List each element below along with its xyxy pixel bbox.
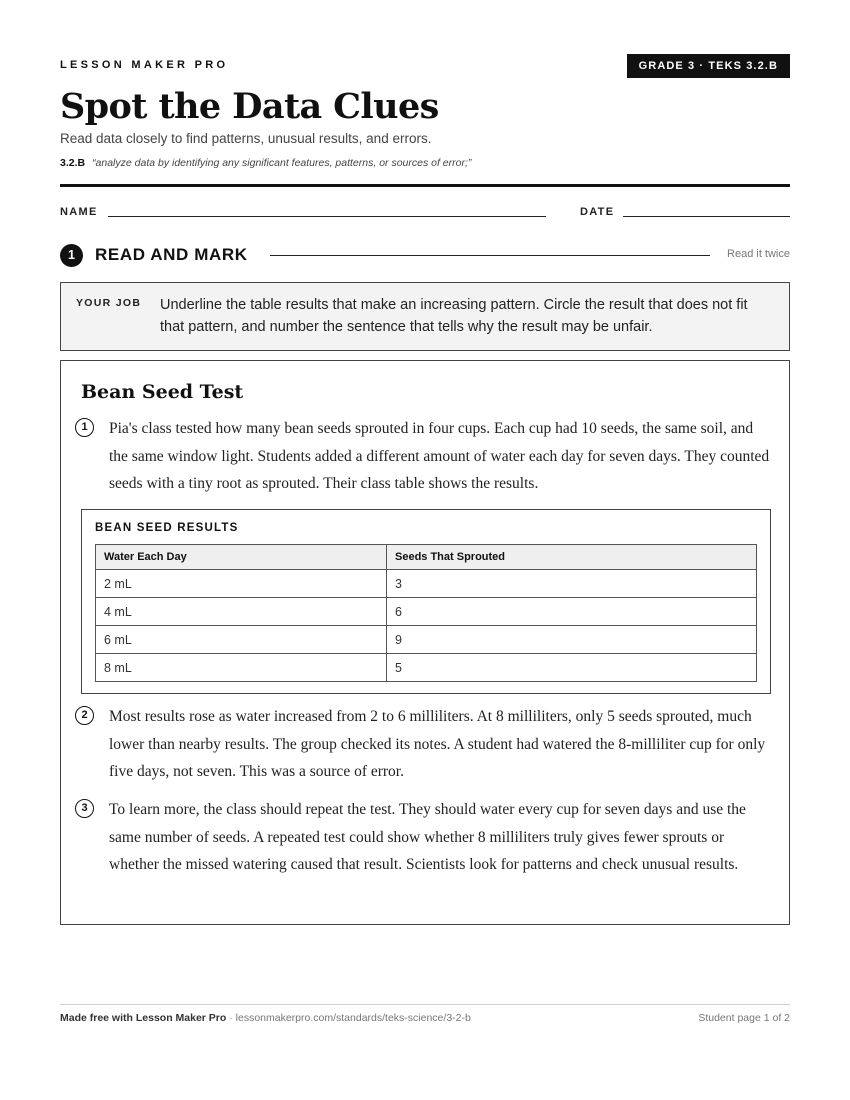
standard-quote: “analyze data by identifying any significant features, patterns, or sources of error;” [92, 157, 472, 169]
paragraph-text: To learn more, the class should repeat the test. They should water every cup for seven days and use the same number of seeds. A repeated test could show whether 8 milliliters truly gives fewer sprouts or whether the missed watering caused that result. Scientists look for patterns and check unusual results. [109, 801, 746, 874]
section-number: 1 [60, 244, 83, 267]
header-divider [60, 184, 790, 187]
job-text: Underline the table results that make an increasing pattern. Circle the result that does not fit that pattern, and number the sentence that tells why the result may be unfair. [160, 297, 748, 335]
paragraph-text: Pia's class tested how many bean seeds sprouted in four cups. Each cup had 10 seeds, the same soil, and the same window light. Students added a different amount of water each day for seven days. They counted seeds with a tiny root as sprouted. Their class table shows the results. [109, 420, 770, 493]
paragraph-number: 3 [75, 799, 94, 818]
table-header-seeds: Seeds That Sprouted [387, 545, 757, 570]
section-rule [270, 255, 710, 256]
page-subtitle: Read data closely to find patterns, unusual results, and errors. [60, 131, 432, 146]
job-label: YOUR JOB [76, 297, 142, 309]
standard-line [60, 157, 471, 169]
table-cell: 2 mL [96, 570, 387, 598]
name-field[interactable] [108, 216, 546, 217]
table-header-row [96, 545, 757, 570]
table-row [96, 626, 757, 654]
standard-code: 3.2.B [60, 157, 86, 169]
footer-page-number: Student page 1 of 2 [698, 1012, 790, 1024]
section-title: READ AND MARK [95, 245, 248, 264]
footer-divider [60, 1004, 790, 1005]
paragraph [75, 703, 775, 787]
worksheet-page [60, 0, 790, 1100]
table-cell: 6 [387, 598, 757, 626]
date-field[interactable] [623, 216, 790, 217]
table-caption: BEAN SEED RESULTS [95, 522, 239, 534]
brand-name: LESSON MAKER PRO [60, 59, 229, 71]
table-cell: 9 [387, 626, 757, 654]
date-label: DATE [580, 206, 615, 218]
section-note: Read it twice [727, 248, 790, 260]
passage-title: Bean Seed Test [81, 381, 244, 403]
results-table [95, 544, 757, 682]
footer-credit [60, 1012, 471, 1024]
page-title: Spot the Data Clues [60, 86, 439, 127]
passage-card [60, 360, 790, 925]
table-cell: 8 mL [96, 654, 387, 682]
paragraph [75, 415, 775, 499]
table-cell: 4 mL [96, 598, 387, 626]
paragraph [75, 796, 775, 908]
table-header-water: Water Each Day [96, 545, 387, 570]
table-row [96, 570, 757, 598]
paragraph-number: 2 [75, 706, 94, 725]
paragraph-number: 1 [75, 418, 94, 437]
job-box [60, 282, 790, 351]
table-row [96, 598, 757, 626]
name-label: NAME [60, 206, 98, 218]
table-cell: 6 mL [96, 626, 387, 654]
footer-url[interactable]: · lessonmakerpro.com/standards/teks-science/3-2-b [226, 1012, 471, 1024]
section-header [60, 243, 790, 269]
table-row [96, 654, 757, 682]
paragraph-text: Most results rose as water increased from 2 to 6 milliliters. At 8 milliliters, only 5 seeds sprouted, much lower than nearby results. The group checked its notes. A student had watered the 8-milliliter cup for only five days, not seven. This was a source of error. [109, 708, 766, 781]
table-cell: 3 [387, 570, 757, 598]
table-cell: 5 [387, 654, 757, 682]
grade-badge: GRADE 3 · TEKS 3.2.B [627, 54, 790, 78]
results-table-box [81, 509, 771, 694]
footer-made: Made free with Lesson Maker Pro [60, 1012, 227, 1024]
